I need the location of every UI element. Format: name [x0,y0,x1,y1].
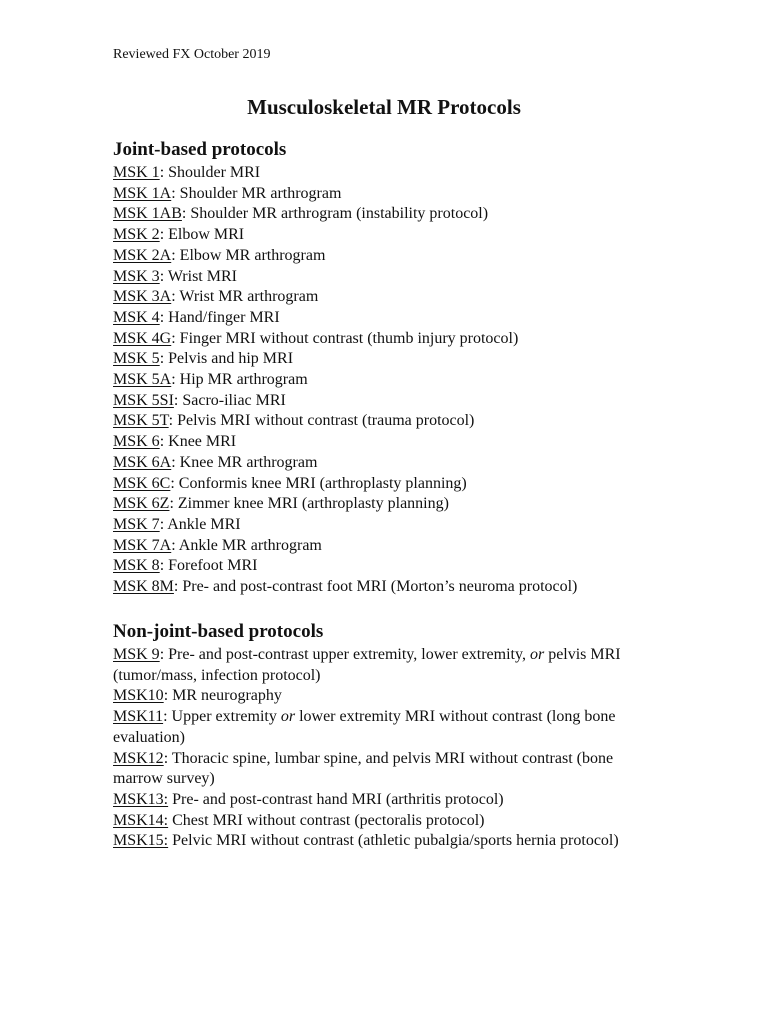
protocol-description: : Ankle MRI [159,515,241,533]
protocol-description: : Shoulder MR arthrogram (instability protocol) [181,205,489,223]
protocol-item [113,349,653,370]
protocol-item [113,645,653,686]
protocol-description: : Wrist MR arthrogram [171,288,319,306]
protocol-description: : Elbow MR arthrogram [171,246,326,264]
protocol-description: : MR neurography [163,687,282,705]
protocol-code-link[interactable]: MSK 5 [113,350,160,368]
protocol-description: : Pre- and post-contrast upper extremity, lower extremity, [159,646,530,663]
protocol-item [113,707,653,748]
protocol-code-link[interactable]: MSK 6C [113,474,171,492]
protocol-code-link[interactable]: MSK 1A [113,184,172,202]
protocol-code-link[interactable]: MSK 6 [113,433,160,451]
protocol-code-link[interactable]: MSK 2A [113,246,172,264]
protocol-item [113,204,653,225]
protocol-description: : Hand/finger MRI [159,308,280,326]
protocol-description-cont: pelvis MRI (tumor/mass, infection protocol) [113,646,621,684]
protocol-item [113,432,653,453]
protocol-item [113,453,653,474]
protocol-code-link[interactable]: MSK 4G [113,329,172,347]
protocol-item [113,411,653,432]
protocol-code-link[interactable]: MSK15: [113,832,169,850]
protocol-description: : Pelvis and hip MRI [159,350,294,368]
protocol-item [113,749,653,790]
protocol-item [113,246,653,267]
protocol-description: : Knee MRI [159,433,237,451]
protocol-description: : Wrist MRI [159,267,237,285]
protocol-item [113,556,653,577]
protocol-description: : Pelvis MRI without contrast (trauma protocol) [168,412,475,430]
protocol-code-link[interactable]: MSK 5A [113,371,172,389]
protocol-code-link[interactable]: MSK11 [113,708,164,726]
protocol-item [113,391,653,412]
page-title: Musculoskeletal MR Protocols [247,95,521,119]
protocol-code-link[interactable]: MSK 6Z [113,495,170,513]
protocol-description: : Shoulder MR arthrogram [171,184,342,202]
protocol-code-link[interactable]: MSK 9 [113,646,160,663]
protocol-code-link[interactable]: MSK 4 [113,308,160,326]
section-non-joint-based [113,619,653,852]
protocol-item [113,686,653,707]
protocol-code-link[interactable]: MSK 2 [113,226,160,244]
protocol-item [113,811,653,832]
protocol-description: : Upper extremity [163,708,281,726]
protocol-description-cont: lower extremity MRI without contrast (long bone evaluation) [113,708,616,746]
protocol-item [113,267,653,288]
protocol-item [113,370,653,391]
protocol-code-link[interactable]: MSK 1 [113,164,160,181]
protocol-item [113,790,653,811]
protocol-code-link[interactable]: MSK 8M [113,578,174,596]
protocol-description: Pelvic MRI without contrast (athletic pubalgia/sports hernia protocol) [168,832,619,850]
protocol-item [113,494,653,515]
protocol-list [113,645,653,852]
protocol-code-link[interactable]: MSK 5SI [113,391,174,409]
section-heading: Joint-based protocols [113,139,287,160]
protocol-code-link[interactable]: MSK 6A [113,453,172,471]
protocol-description-emphasis: or [529,646,545,663]
protocol-code-link[interactable]: MSK 5T [113,412,169,430]
protocol-code-link[interactable]: MSK12 [113,749,164,767]
protocol-description: : Finger MRI without contrast (thumb injury protocol) [171,329,519,347]
protocol-description: : Knee MR arthrogram [171,453,318,471]
protocol-code-link[interactable]: MSK 7A [113,536,172,554]
protocol-code-link[interactable]: MSK 3 [113,267,160,285]
section-heading: Non-joint-based protocols [113,621,324,642]
protocol-code-link[interactable]: MSK 1AB [113,205,182,223]
protocol-item [113,287,653,308]
protocol-description: : Ankle MR arthrogram [171,536,322,554]
protocol-item [113,184,653,205]
protocol-description-emphasis: or [280,708,296,726]
protocol-item [113,536,653,557]
protocol-item [113,831,653,852]
protocol-description: : Zimmer knee MRI (arthroplasty planning) [169,495,449,513]
protocol-item [113,225,653,246]
protocol-code-link[interactable]: MSK14: [113,811,169,829]
section-joint-based [113,137,653,598]
protocol-description: : Thoracic spine, lumbar spine, and pelvis MRI without contrast (bone marrow survey) [113,749,614,788]
protocol-description: : Forefoot MRI [159,557,258,575]
protocol-description: Pre- and post-contrast hand MRI (arthritis protocol) [168,790,504,808]
protocol-code-link[interactable]: MSK 3A [113,288,172,306]
protocol-item [113,577,653,598]
protocol-code-link[interactable]: MSK 7 [113,515,160,533]
protocol-code-link[interactable]: MSK10 [113,687,164,705]
protocol-description: : Conformis knee MRI (arthroplasty planning) [170,474,467,492]
protocol-item [113,163,653,184]
protocol-code-link[interactable]: MSK13: [113,790,169,808]
protocol-description: : Shoulder MRI [159,164,261,181]
protocol-item [113,515,653,536]
review-note: Reviewed FX October 2019 [113,47,271,62]
protocol-description: Chest MRI without contrast (pectoralis protocol) [168,811,485,829]
protocol-item [113,329,653,350]
protocol-description: : Elbow MRI [159,226,245,244]
protocol-list [113,163,653,598]
protocol-code-link[interactable]: MSK 8 [113,557,160,575]
protocol-description: : Sacro-iliac MRI [173,391,286,409]
protocol-description: : Pre- and post-contrast foot MRI (Morton’s neuroma protocol) [173,578,578,596]
protocol-description: : Hip MR arthrogram [171,371,308,389]
protocol-item [113,308,653,329]
protocol-item [113,474,653,495]
